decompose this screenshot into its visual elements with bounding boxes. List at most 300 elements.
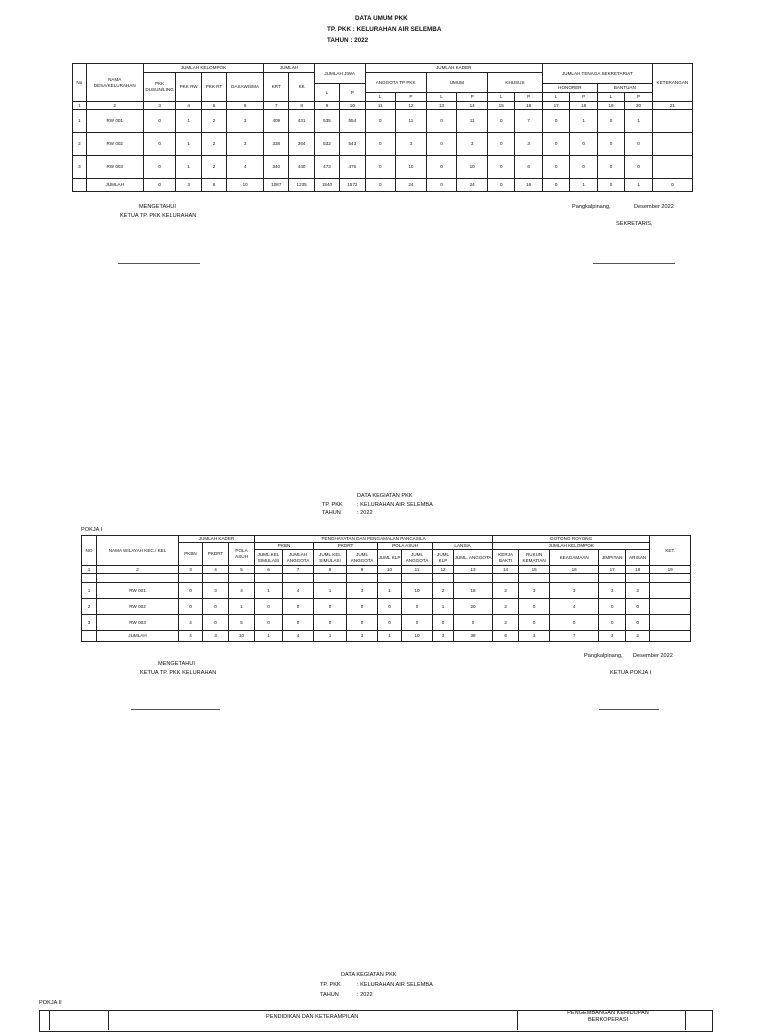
h-khusus-p: P: [515, 93, 542, 102]
colnum: 2: [97, 566, 179, 574]
cell: RW 003: [97, 615, 179, 631]
cell: 20: [454, 599, 493, 615]
cell: 2: [82, 599, 97, 615]
cell: 2: [493, 583, 519, 599]
cell: 0: [542, 179, 569, 192]
cell: 2: [493, 615, 519, 631]
colnum: 6: [255, 566, 283, 574]
cell: 18: [454, 583, 493, 599]
h-pkk-rt: PKK RT: [201, 73, 226, 102]
pokja2-col-divider: [685, 1010, 686, 1030]
colnum: 3: [179, 566, 203, 574]
colnum: 6: [227, 102, 264, 110]
cell: 4: [550, 599, 599, 615]
cell: 0: [597, 179, 624, 192]
h-no: No: [73, 64, 87, 102]
h-ang-l: L: [365, 93, 396, 102]
cell: 1540: [314, 179, 339, 192]
cell: 543: [340, 133, 365, 156]
colnum: 10: [340, 102, 365, 110]
h-anggota: ANGGOTA TP PKK: [365, 73, 426, 93]
cell: 0: [570, 156, 597, 179]
colnum: 20: [625, 102, 652, 110]
cell: 0: [143, 156, 176, 179]
colnum: 7: [264, 102, 289, 110]
cell: 38: [454, 631, 493, 642]
cell: 6: [515, 156, 542, 179]
cell: 0: [402, 615, 433, 631]
colnum: 16: [515, 102, 542, 110]
cell: 1235: [289, 179, 314, 192]
sec3-pokja: POKJA II: [39, 1000, 62, 1006]
h-pkk-rw: PKK RW: [176, 73, 201, 102]
cell: 0: [454, 615, 493, 631]
cell: 10: [402, 583, 433, 599]
cell: 0: [519, 599, 550, 615]
cell: 1572: [340, 179, 365, 192]
cell: 0: [365, 156, 396, 179]
h-ket: KET.: [650, 536, 691, 566]
cell: 4: [227, 156, 264, 179]
cell: 0: [550, 615, 599, 631]
cell: 1: [570, 110, 597, 133]
cell: [650, 615, 691, 631]
h-jml-tenaga: JUMLAH TENAGA SEKRETARIAT: [542, 64, 652, 84]
h-pengembangan: PENGEMBANGAN KEHIDUPAN BERKOPERASI: [567, 1010, 649, 1023]
cell: 440: [289, 156, 314, 179]
colnum: 18: [626, 566, 650, 574]
cell: 3: [82, 615, 97, 631]
sec3-tahun-val: : 2022: [357, 992, 373, 998]
cell: 0: [488, 156, 515, 179]
cell: 0: [597, 110, 624, 133]
cell: 10: [229, 631, 255, 642]
h-umum: UMUM: [426, 73, 487, 93]
cell: JUMLAH: [86, 179, 143, 192]
colnum: 1: [73, 102, 87, 110]
colnum: 17: [542, 102, 569, 110]
h-kerja-bakti: KERJA BAKTI: [493, 550, 519, 566]
cell: 6: [201, 179, 226, 192]
cell: 1: [314, 631, 347, 642]
cell: 3: [519, 583, 550, 599]
cell: 1: [176, 156, 201, 179]
cell: 1: [82, 583, 97, 599]
cell: 7: [515, 110, 542, 133]
cell: 431: [289, 110, 314, 133]
cell: 0: [599, 599, 626, 615]
cell: 0: [625, 133, 652, 156]
colnum: 8: [314, 566, 347, 574]
cell: 3: [519, 631, 550, 642]
colnum: 4: [176, 102, 201, 110]
cell: 1: [433, 599, 454, 615]
cell: 1: [625, 179, 652, 192]
sec2-tahun-label: TAHUN: [322, 510, 341, 516]
cell: 0: [314, 599, 347, 615]
cell: 409: [264, 110, 289, 133]
cell: 1: [314, 583, 347, 599]
cell: 340: [264, 156, 289, 179]
cell: 0: [143, 179, 176, 192]
pokja2-col-divider: [108, 1010, 109, 1030]
h-jml-angg: JUMLAH ANGGOTA: [283, 550, 314, 566]
h-khusus: KHUSUS: [488, 73, 543, 93]
cell: 0: [652, 179, 692, 192]
h-jml-kelompok: JUMLAH KELOMPOK: [493, 543, 650, 550]
h-dasawisma: DASAWISMA: [227, 73, 264, 102]
signature-line: [118, 263, 200, 264]
h-jml-angg4: JUML. ANGGOTA: [454, 550, 493, 566]
h-jml-klp: JUML KLP: [378, 550, 402, 566]
h-jml-jiwa: JUMLAH JIWA: [314, 64, 365, 84]
table-row: [82, 615, 691, 631]
h-kk: KK: [289, 73, 314, 102]
sec1-tahun-line: TAHUN : 2022: [327, 37, 369, 44]
cell: 0: [426, 179, 457, 192]
cell: 0: [542, 110, 569, 133]
h-ang-p: P: [396, 93, 427, 102]
cell: 0: [347, 599, 378, 615]
cell: 3: [227, 110, 264, 133]
h-jumlah: JUMLAH: [264, 64, 315, 73]
cell: RW 002: [86, 133, 143, 156]
total-row: [73, 179, 693, 192]
cell: 24: [457, 179, 488, 192]
cell: 0: [378, 599, 402, 615]
pokja2-col-divider: [49, 1010, 50, 1030]
h-jml-kader: JUMLAH KADER: [365, 64, 542, 73]
h-jiwa-l: L: [314, 84, 339, 102]
h-pkk-dusun: PKK DUSUN/LING: [143, 73, 176, 102]
cell: 3: [599, 631, 626, 642]
cell: 0: [255, 599, 283, 615]
cell: 3: [396, 133, 427, 156]
cell: 554: [340, 110, 365, 133]
colnum: 10: [378, 566, 402, 574]
cell: JUMLAH: [97, 631, 179, 642]
cell: 2: [626, 583, 650, 599]
colnum: 9: [347, 566, 378, 574]
cell: 10: [396, 156, 427, 179]
cell: 2: [201, 110, 226, 133]
h-pendidikan: PENDIDIKAN DAN KETERAMPILAN: [266, 1014, 359, 1020]
h-jml-angg2: JUML ANGGOTA: [347, 550, 378, 566]
cell: 3: [550, 583, 599, 599]
cell: 2: [73, 133, 87, 156]
colnum: 19: [597, 102, 624, 110]
cell: 4: [179, 631, 203, 642]
cell: 364: [289, 133, 314, 156]
colnum: 17: [599, 566, 626, 574]
h-gotong-royong: GOTONG ROYONG: [493, 536, 650, 543]
cell: 1: [625, 110, 652, 133]
colnum: 14: [493, 566, 519, 574]
cell: 10: [227, 179, 264, 192]
cell: 0: [570, 133, 597, 156]
cell: 0: [542, 156, 569, 179]
cell: 5: [229, 615, 255, 631]
h-keagamaan: KEAGAMAAN: [550, 550, 599, 566]
colnum: 4: [203, 566, 229, 574]
colnum: 1: [82, 566, 97, 574]
cell: 3: [599, 583, 626, 599]
cell: 1: [255, 583, 283, 599]
cell: 3: [227, 133, 264, 156]
sec1-ketua: KETUA TP. PKK KELURAHAN: [120, 213, 197, 219]
cell: [650, 631, 691, 642]
sec2-mengetahui: MENGETAHUI: [158, 661, 195, 667]
h-k-pkdrt: PKDRT: [203, 543, 229, 566]
h-krt: KRT: [264, 73, 289, 102]
total-row: [82, 631, 691, 642]
cell: 1: [73, 110, 87, 133]
cell: 0: [179, 599, 203, 615]
signature-line: [599, 709, 659, 710]
cell: 0: [625, 156, 652, 179]
cell: 1: [255, 631, 283, 642]
sec2-month: Desember 2022: [633, 653, 673, 659]
cell: 1: [229, 599, 255, 615]
cell: 6: [493, 631, 519, 642]
cell: 3: [347, 583, 378, 599]
cell: 4: [229, 583, 255, 599]
cell: RW 003: [86, 156, 143, 179]
colnum: 16: [550, 566, 599, 574]
table-row: [73, 133, 693, 156]
colnum: 3: [143, 102, 176, 110]
cell: 2: [201, 156, 226, 179]
cell: 4: [283, 631, 314, 642]
h-penghayatan: PENGHAYATAN DAN PENGAMALAN PANCASILA: [255, 536, 493, 543]
cell: RW 001: [86, 110, 143, 133]
cell: 24: [396, 179, 427, 192]
cell: 0: [542, 133, 569, 156]
spacer-row: [82, 574, 691, 583]
h-honorer-l: L: [542, 93, 569, 102]
cell: 0: [426, 110, 457, 133]
h-jml-kader: JUMLAH KADER: [179, 536, 255, 543]
cell: 3: [433, 631, 454, 642]
cell: 1: [378, 583, 402, 599]
colnum-row: [73, 102, 693, 110]
cell: [82, 631, 97, 642]
cell: 11: [457, 110, 488, 133]
h-jkel-sim: JUML.KEL SIMULASI: [255, 550, 283, 566]
colnum: 7: [283, 566, 314, 574]
colnum: 2: [86, 102, 143, 110]
h-lansia: LANSIA: [433, 543, 493, 550]
h-umum-p: P: [457, 93, 488, 102]
cell: 0: [255, 615, 283, 631]
cell: [652, 156, 692, 179]
cell: 0: [519, 615, 550, 631]
cell: 0: [426, 156, 457, 179]
cell: 0: [203, 615, 229, 631]
cell: 0: [488, 133, 515, 156]
h-arisan: ARISAN: [626, 550, 650, 566]
cell: 0: [283, 615, 314, 631]
sec1-place: Pangkalpinang,: [572, 204, 611, 210]
colnum: 19: [650, 566, 691, 574]
table-row: [73, 110, 693, 133]
cell: 3: [203, 631, 229, 642]
colnum-row: [82, 566, 691, 574]
cell: 4: [283, 583, 314, 599]
cell: 0: [203, 599, 229, 615]
cell: 0: [597, 156, 624, 179]
cell: 0: [365, 110, 396, 133]
cell: 4: [179, 615, 203, 631]
cell: 0: [283, 599, 314, 615]
cell: 2: [201, 133, 226, 156]
cell: 0: [143, 110, 176, 133]
cell: 0: [426, 133, 457, 156]
sec2-place: Pangkalpinang,: [584, 653, 623, 659]
h-honorer-p: P: [570, 93, 597, 102]
cell: 2: [433, 583, 454, 599]
h-pkbn: PKBN: [255, 543, 314, 550]
cell: [652, 133, 692, 156]
colnum: 12: [433, 566, 454, 574]
cell: 11: [396, 110, 427, 133]
sec3-tp-val: : KELURAHAN AIR SELEMBA: [357, 982, 433, 988]
colnum: 15: [488, 102, 515, 110]
h-bantuan: BANTUAN: [597, 84, 652, 93]
colnum: 14: [457, 102, 488, 110]
sec2-pokja: POKJA I: [81, 527, 103, 533]
cell: 0: [597, 133, 624, 156]
sec1-sekretaris: SEKRETARIS,: [616, 221, 653, 227]
cell: 3: [203, 583, 229, 599]
cell: 475: [340, 156, 365, 179]
cell: RW 002: [97, 599, 179, 615]
sec3-title: DATA KEGIATAN PKK: [341, 972, 397, 978]
cell: 0: [314, 615, 347, 631]
cell: 1087: [264, 179, 289, 192]
colnum: 5: [201, 102, 226, 110]
cell: 473: [314, 156, 339, 179]
cell: 10: [402, 631, 433, 642]
h-pkdrt: PKDRT: [314, 543, 378, 550]
sec2-ketua: KETUA TP. PKK KELURAHAN: [140, 670, 217, 676]
h-rukun: RUKUN KEMATIAN: [519, 550, 550, 566]
colnum: 13: [426, 102, 457, 110]
sec1-mengetahui: MENGETAHUI: [139, 204, 176, 210]
h-jiwa-p: P: [340, 84, 365, 102]
sec1-month: Desember 2022: [634, 204, 674, 210]
colnum: 11: [402, 566, 433, 574]
cell: 532: [314, 133, 339, 156]
colnum: 11: [365, 102, 396, 110]
cell: 0: [143, 133, 176, 156]
cell: 3: [515, 133, 542, 156]
h-k-pkbn: PKBN: [179, 543, 203, 566]
cell: 0: [626, 615, 650, 631]
h-honorer: HONORER: [542, 84, 597, 93]
cell: 0: [179, 583, 203, 599]
cell: 10: [457, 156, 488, 179]
sec2-ketua-pokja: KETUA POKJA I: [610, 670, 652, 676]
cell: 0: [626, 599, 650, 615]
colnum: 18: [570, 102, 597, 110]
cell: 3: [457, 133, 488, 156]
h-pola-asuh: POLA ASUH: [378, 543, 433, 550]
colnum: 15: [519, 566, 550, 574]
h-jkel-sim2: JUML.KEL SIMULASI: [314, 550, 347, 566]
cell: [73, 179, 87, 192]
sec2-tp-label: TP. PKK: [322, 502, 343, 508]
table-row: [82, 599, 691, 615]
colnum: 9: [314, 102, 339, 110]
colnum: 12: [396, 102, 427, 110]
cell: 3: [347, 631, 378, 642]
cell: 16: [515, 179, 542, 192]
cell: 2: [626, 631, 650, 642]
signature-line: [593, 263, 675, 264]
colnum: 8: [289, 102, 314, 110]
sec2-tahun-val: : 2022: [357, 510, 373, 516]
cell: 338: [264, 133, 289, 156]
h-jimpitan: JIMPITAN: [599, 550, 626, 566]
cell: 0: [378, 615, 402, 631]
cell: [650, 599, 691, 615]
cell: 1: [378, 631, 402, 642]
cell: 7: [550, 631, 599, 642]
colnum: 5: [229, 566, 255, 574]
sec2-tp-val: : KELURAHAN AIR SELEMBA: [357, 502, 433, 508]
sec3-tp-label: TP. PKK: [320, 982, 341, 988]
h-jml-kelompok: JUMLAH KELOMPOK: [143, 64, 263, 73]
cell: [650, 583, 691, 599]
h-bantuan-p: P: [625, 93, 652, 102]
cell: 0: [365, 179, 396, 192]
cell: 535: [314, 110, 339, 133]
cell: 0: [402, 599, 433, 615]
cell: 2: [493, 599, 519, 615]
h-no: NO: [82, 536, 97, 566]
cell: 0: [433, 615, 454, 631]
pokja2-col-divider: [517, 1010, 518, 1030]
h-nama: NAMA DESA/KELURAHAN: [86, 64, 143, 102]
table-row: [73, 156, 693, 179]
table-row: [82, 583, 691, 599]
cell: [652, 110, 692, 133]
cell: RW 001: [97, 583, 179, 599]
cell: 0: [347, 615, 378, 631]
cell: 1: [176, 133, 201, 156]
cell: 0: [488, 110, 515, 133]
data-umum-table: [72, 63, 693, 192]
h-jml-angg3: JUML ANGGOTA: [402, 550, 433, 566]
h-bantuan-l: L: [597, 93, 624, 102]
h-keterangan: KETERANGAN: [652, 64, 692, 102]
sec3-tahun-label: TAHUN: [320, 992, 339, 998]
h-k-pola: POLA ASUH: [229, 543, 255, 566]
cell: 0: [365, 133, 396, 156]
sec1-title: DATA UMUM PKK: [355, 15, 408, 22]
signature-line: [131, 709, 220, 710]
cell: 3: [73, 156, 87, 179]
h-umum-l: L: [426, 93, 457, 102]
colnum: 13: [454, 566, 493, 574]
cell: 0: [488, 179, 515, 192]
pokja1-table: [81, 535, 691, 642]
h-jml-klp2: JUML KLP: [433, 550, 454, 566]
cell: 1: [176, 110, 201, 133]
h-nama-wilayah: NAMA WILAYAH KEC./ KEL: [97, 536, 179, 566]
sec1-tp-line: TP. PKK : KELURAHAN AIR SELEMBA: [327, 26, 442, 33]
